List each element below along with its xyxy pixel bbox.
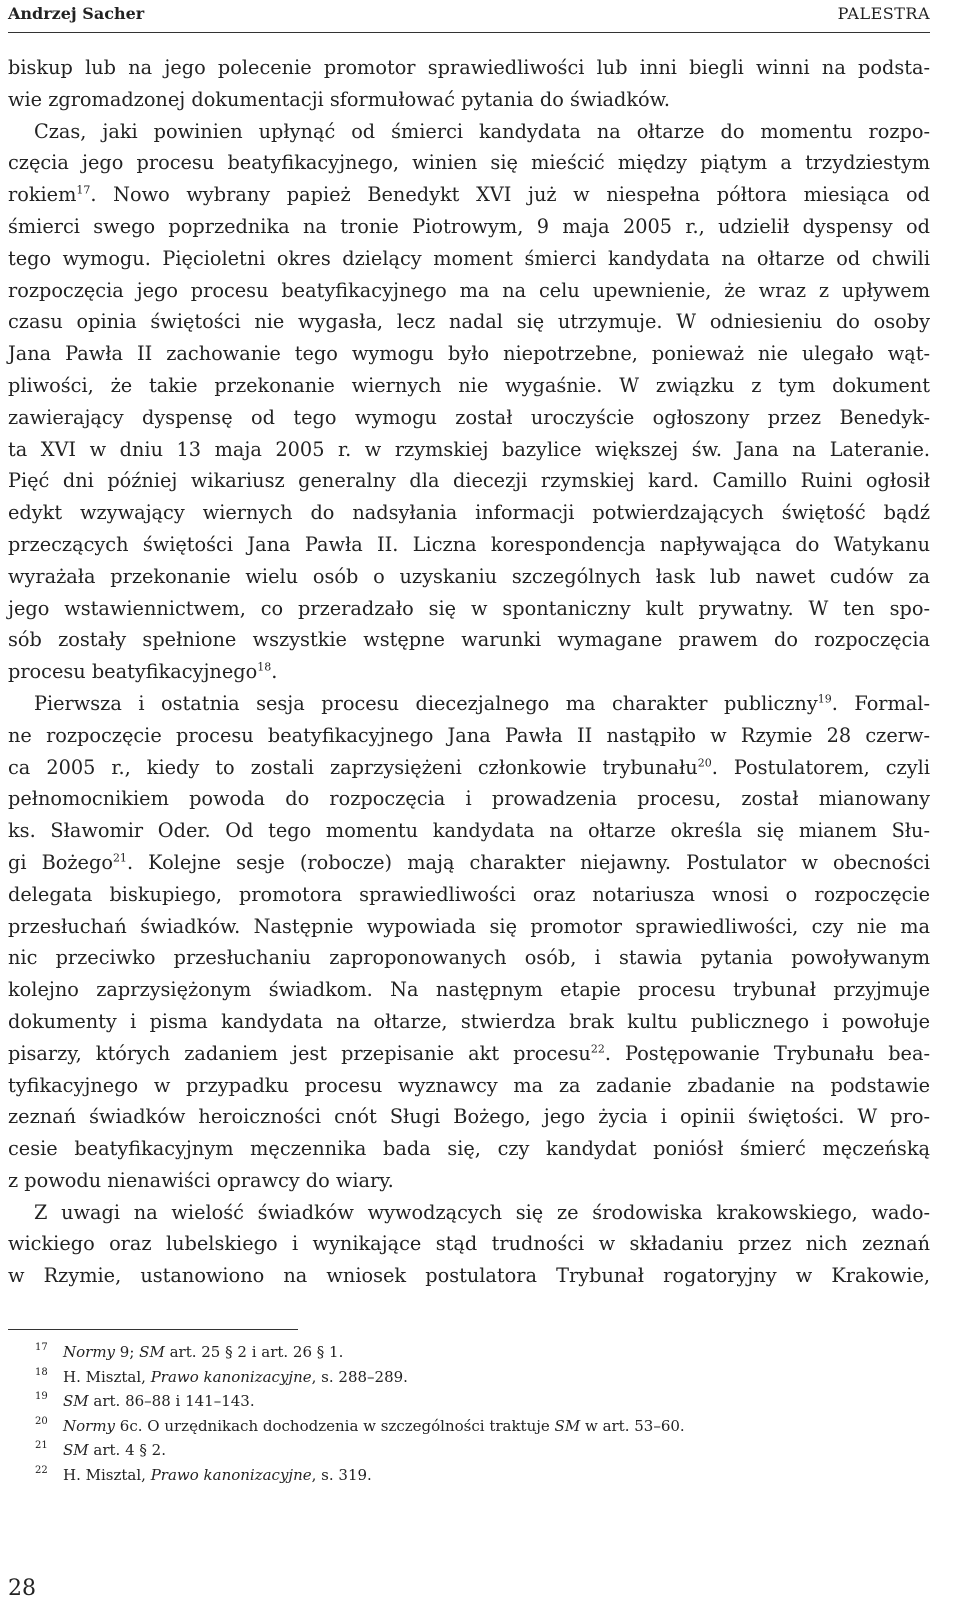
- text-line: nic przeciwko przesłuchaniu zaproponowanych osób, i stawia pytania powoływanym: [8, 946, 930, 970]
- text-line: ca 2005 r., kiedy to zostali zaprzysiężeni członkowie trybunału$^{20}$. Postulatorem, czyli: [8, 755, 930, 779]
- text-line: ks. Sławomir Oder. Od tego momentu kandydata na ołtarze określa się mianem Słu-: [8, 819, 930, 843]
- text-line: pisarzy, których zadaniem jest przepisanie akt procesu$^{22}$. Postępowanie Trybunału bea-: [8, 1041, 930, 1065]
- text-line: edykt wzywający wiernych do nadsyłania informacji potwierdzających świętość bądź: [8, 501, 930, 525]
- text-line: gi Bożego$^{21}$. Kolejne sesje (robocze) mają charakter niejawny. Postulator w obecności: [8, 850, 931, 874]
- journal-name: PALESTRA: [837, 4, 930, 23]
- text-line: dokumenty i pisma kandydata na ołtarze, stwierdza brak kultu publicznego i powołuje: [8, 1009, 930, 1033]
- text-line: ta XVI w dniu 13 maja 2005 r. w rzymskiej bazylice większej św. Jana na Lateranie.: [8, 437, 930, 461]
- footnote-ref: 18: [257, 660, 272, 674]
- text-line: tego wymogu. Pięcioletni okres dzielący moment śmierci kandydata na ołtarze od chwili: [8, 246, 930, 270]
- text-line: wyrażała przekonanie wielu osób o uzyskaniu szczególnych łask lub nawet cudów za: [8, 564, 930, 588]
- footnote-separator: [8, 1329, 298, 1330]
- footnote: 19 SM art. 86–88 i 141–143.: [35, 1391, 255, 1410]
- text-line: przeczących świętości Jana Pawła II. Liczna korespondencja napływająca do Watykanu: [8, 532, 930, 556]
- text-line: rokiem$^{17}$. Nowo wybrany papież Benedykt XVI już w niespełna półtora miesiąca od: [8, 183, 930, 207]
- text-line: biskup lub na jego polecenie promotor sprawiedliwości lub inni biegli winni na podsta-: [8, 56, 930, 79]
- header-rule: [8, 32, 930, 33]
- footnote: 18 H. Misztal, Prawo kanonizacyjne, s. 288–289.: [35, 1366, 408, 1386]
- author-name: Andrzej Sacher: [8, 4, 145, 23]
- text-line: delegata biskupiego, promotora sprawiedliwości oraz notariusza wnosi o rozpoczęcie: [8, 882, 930, 906]
- footnotes: [8, 1340, 928, 1487]
- text-line: Z uwagi na wielość świadków wywodzących się ze środowiska krakowskiego, wado-: [34, 1200, 930, 1224]
- text-line: z powodu nienawiści oprawcy do wiary.: [8, 1168, 394, 1192]
- text-line: ne rozpoczęcie procesu beatyfikacyjnego Jana Pawła II nastąpiło w Rzymie 28 czerw-: [8, 723, 930, 747]
- footnote: 22 H. Misztal, Prawo kanonizacyjne, s. 319.: [35, 1464, 372, 1484]
- footnote-ref: 19: [817, 692, 832, 706]
- text-line: Jana Pawła II zachowanie tego wymogu było niepotrzebne, ponieważ nie ulegało wąt-: [8, 342, 930, 366]
- text-line: Pięć dni później wikariusz generalny dla diecezji rzymskiej kard. Camillo Ruini ogłosił: [8, 469, 930, 493]
- text-line: śmierci swego poprzednika na tronie Piotrowym, 9 maja 2005 r., udzielił dyspensy od: [8, 214, 930, 238]
- footnote: 17 Normy 9; SM art. 25 § 2 i art. 26 § 1.: [35, 1342, 344, 1361]
- text-line: cesie beatyfikacyjnym męczennika bada się, czy kandydat poniósł śmierć męczeńską: [8, 1137, 930, 1161]
- running-header: [8, 0, 930, 32]
- text-line: wie zgromadzonej dokumentacji sformułować pytania do świadków.: [8, 87, 670, 111]
- text-line: sób zostały spełnione wszystkie wstępne warunki wymagane prawem do rozpoczęcia: [8, 628, 930, 652]
- footnote-ref: 17: [76, 183, 91, 197]
- text-line: przesłuchań świadków. Następnie wypowiada się promotor sprawiedliwości, czy nie ma: [8, 914, 930, 938]
- main-text: [8, 52, 930, 1292]
- text-line: jego wstawiennictwem, co przeradzało się w spontaniczny kult prywatny. W ten spo-: [8, 596, 930, 620]
- text-line: tyfikacyjnego w przypadku procesu wyznawcy ma za zadanie zbadanie na podstawie: [8, 1073, 930, 1097]
- text-line: częcia jego procesu beatyfikacyjnego, winien się mieścić między piątym a trzydziestym: [8, 151, 930, 175]
- text-line: pełnomocnikiem powoda do rozpoczęcia i prowadzenia procesu, został mianowany: [8, 787, 930, 811]
- footnote-ref: 21: [112, 851, 127, 865]
- text-line: procesu beatyfikacyjnego$^{18}$.: [8, 660, 278, 684]
- footnote-ref: 22: [590, 1042, 605, 1056]
- footnote-ref: 20: [697, 756, 712, 770]
- footnote: 20 Normy 6c. O urzędnikach dochodzenia w szczególności traktuje SM w art. 53–60.: [35, 1415, 685, 1435]
- page-number: 28: [8, 1576, 36, 1601]
- footnote: 21 SM art. 4 § 2.: [35, 1440, 166, 1459]
- text-line: rozpoczęcia jego procesu beatyfikacyjnego ma na celu upewnienie, że wraz z upływem: [8, 278, 930, 302]
- text-line: pliwości, że takie przekonanie wiernych nie wygaśnie. W związku z tym dokument: [8, 373, 930, 397]
- text-line: czasu opinia świętości nie wygasła, lecz nadal się utrzymuje. W odniesieniu do osoby: [8, 310, 930, 334]
- text-line: zeznań świadków heroiczności cnót Sługi Bożego, jego życia i opinii świętości. W pro-: [8, 1105, 930, 1129]
- text-line: Pierwsza i ostatnia sesja procesu diecezjalnego ma charakter publiczny$^{19}$. Formal-: [34, 691, 930, 715]
- text-line: kolejno zaprzysiężonym świadkom. Na następnym etapie procesu trybunał przyjmuje: [8, 978, 930, 1002]
- text-line: wickiego oraz lubelskiego i wynikające stąd trudności w składaniu przez nich zeznań: [8, 1232, 930, 1256]
- text-line: Czas, jaki powinien upłynąć od śmierci kandydata na ołtarze do momentu rozpo-: [34, 119, 930, 143]
- text-line: zawierający dyspensę od tego wymogu został uroczyście ogłoszony przez Benedyk-: [8, 405, 930, 429]
- text-line: w Rzymie, ustanowiono na wniosek postulatora Trybunał rogatoryjny w Krakowie,: [8, 1264, 930, 1288]
